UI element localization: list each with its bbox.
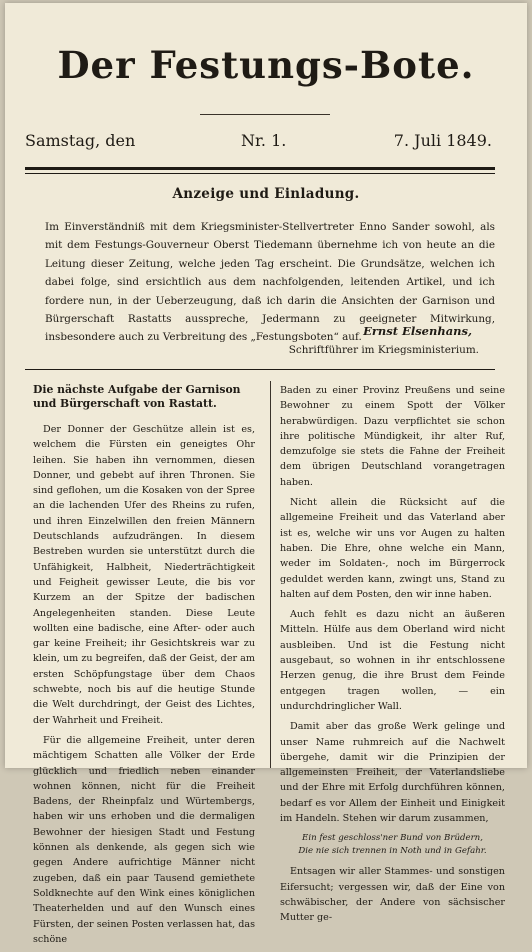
article-paragraph: Der Donner der Geschütze allein ist es, welchem die Fürsten ein geneigtes Ohr leihen. Sie haben ihn vernommen, diesen Donner, und gebebt auf ihren Thronen. Sie sind geflohen, um die Kosaken von der Spree an die lachenden Ufer des Rheins zu rufen, und ihren Einzelwillen den freien Männern Deutschlands aufzudrängen. In diesem Bestreben wurden sie unterstützt durch die Unfähigkeit, Halbheit, Niederträchtigkeit und Feigheit gewisser Leute, die bis vor Kurzem an der Spitze der badischen Angelegenheiten standen. Diese Leute wollten eine badische, eine After- oder auch gar keine Freiheit; ihr Gesichtskreis war zu klein, um zu begreifen, daß der Geist, der am ersten Schöpfungstage über dem Chaos schwebte, noch bis auf die heutige Stunde die Welt durchdringt, der Geist des Lichtes, der Wahrheit und Freiheit. xyxy=(33,424,255,726)
notice-body: Im Einverständniß mit dem Kriegsminister-Stellvertreter Enno Sander sowohl, als mit dem Festungs-Gouverneur Oberst Tiedemann übernehme ich von heute an die Leitung dieser Zeitung, welche jeden Tag erscheint. Die Grundsätze, welchen ich dabei folge, sind ersichtlich aus dem nachfolgenden, leitenden Artikel, und ich fordere nun, in der Ueberzeugung, daß ich darin die Ansichten der Garnison und Bürgerschaft Rastatts ausspreche, Jedermann zu geeigneter Mitwirkung, insbesondere auch zu Verbreitung des „Festungsboten“ auf. xyxy=(45,221,495,344)
article-paragraph: Damit aber das große Werk gelinge und unser Name ruhmreich auf die Nachwelt übergehe, damit wir die Prinzipien der allgemeinsten Freiheit, der Vaterlandsliebe und der Ehre mit Erfolg durchführen können, bedarf es vor Allem der Einheit und Einigkeit im Handeln. Stehen wir darum zusammen, xyxy=(280,721,505,825)
article-column-right xyxy=(280,383,505,931)
article-paragraph: Für die allgemeine Freiheit, unter deren mächtigem Schatten alle Völker der Erde glücklich und friedlich neben einander wohnen können, nicht für die Freiheit Badens, der Rheinpfalz und Würtembergs, haben wir uns erhoben und die dermaligen Bewohner der hiesigen Stadt und Festung können als denkende, als gegen sich wie gegen Andere aufrichtige Männer nicht zugeben, daß ein paar Tausend gemiethete Soldknechte auf den Wink eines königlichen Theaterhelden und auf den Wunsch eines Fürsten, der seinen Posten verlassen hat, das schöne xyxy=(33,734,255,945)
issue-date: 7. Juli 1849. xyxy=(393,131,492,150)
verse-line: Die nie sich trennen in Noth und in Gefahr. xyxy=(298,846,487,857)
verse-line: Ein fest geschloss'ner Bund von Brüdern, xyxy=(302,833,483,844)
header-rule-thin xyxy=(25,173,495,174)
masthead-divider xyxy=(200,114,330,115)
section-divider xyxy=(25,369,495,370)
notice-signature-role: Schriftführer im Kriegsministerium. xyxy=(288,344,479,356)
article-column-left xyxy=(33,383,255,952)
dateline-day: Samstag, den xyxy=(25,131,136,150)
verse-quote xyxy=(280,832,505,858)
notice-heading: Anzeige und Einladung. xyxy=(172,186,360,202)
header-rule-thick xyxy=(25,167,495,170)
article-paragraph: Entsagen wir aller Stammes- und sonstigen Eifersucht; vergessen wir, daß der Eine von schwäbischer, der Andere von sächsischer Mutter ge- xyxy=(280,866,505,924)
article-paragraph: Auch fehlt es dazu nicht an äußeren Mitteln. Hülfe aus dem Oberland wird nicht ausbleiben. Und ist die Festung nicht ausgebaut, so wohnen in ihr entschlossene Herzen genug, die ihre Brust dem Feinde entgegen tragen wollen, — ein undurchdringlicher Wall. xyxy=(280,609,505,712)
column-divider xyxy=(270,381,271,768)
article-paragraph: Baden zu einer Provinz Preußens und seine Bewohner zu einem Spott der Völker herabwürdigen. Dazu verpflichtet sie schon ihre politische Mündigkeit, ihr alter Ruf, demzufolge sie stets die Fahne der Freiheit dem übrigen Deutschland vorangetragen haben. xyxy=(280,385,505,488)
notice-signature: Ernst Elsenhans, xyxy=(363,324,472,338)
issue-number: Nr. 1. xyxy=(241,131,287,150)
article-paragraph: Nicht allein die Rücksicht auf die allgemeine Freiheit und das Vaterland aber ist es, welche wir uns vor Augen zu halten haben. Die Ehre, ohne welche ein Mann, weder im Soldaten-, noch im Bürgerrock geduldet werden kann, zwingt uns, Stand zu halten auf dem Posten, den wir inne haben. xyxy=(280,497,505,600)
article-title: Die nächste Aufgabe der Garnison und Bürgerschaft von Rastatt. xyxy=(33,383,241,410)
newspaper-page xyxy=(5,3,527,945)
masthead-title: Der Festungs-Bote. xyxy=(57,43,475,87)
